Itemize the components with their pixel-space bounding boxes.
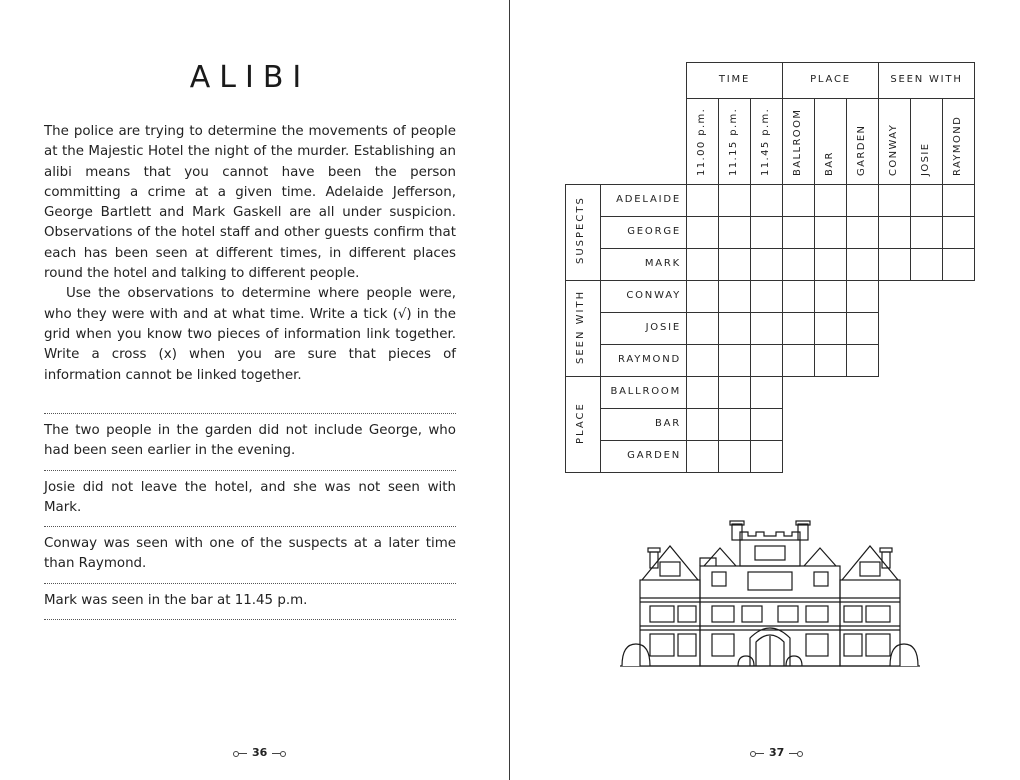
grid-cell[interactable] — [750, 440, 783, 473]
grid-cell[interactable] — [686, 216, 719, 249]
column-header-label: GARDEN — [856, 124, 867, 176]
grid-cell[interactable] — [814, 312, 847, 345]
row-header-label: JOSIE — [645, 322, 681, 333]
grid-cell[interactable] — [718, 344, 751, 377]
clue-item: The two people in the garden did not include George, who had been seen earlier in the evening. — [44, 413, 456, 470]
grid-cell[interactable] — [686, 344, 719, 377]
grid-cell[interactable] — [846, 216, 879, 249]
grid-cell[interactable] — [686, 248, 719, 281]
grid-cell[interactable] — [718, 408, 751, 441]
column-header-label: BALLROOM — [792, 108, 803, 176]
grid-cell[interactable] — [750, 344, 783, 377]
grid-cell[interactable] — [750, 312, 783, 345]
intro-text — [44, 122, 456, 386]
grid-cell[interactable] — [750, 376, 783, 409]
grid-cell[interactable] — [782, 184, 815, 217]
grid-cell[interactable] — [686, 184, 719, 217]
grid-cell[interactable] — [750, 248, 783, 281]
grid-cell[interactable] — [846, 312, 879, 345]
book-spine — [509, 0, 510, 780]
row-header-label: CONWAY — [626, 290, 681, 301]
clue-item: Josie did not leave the hotel, and she was not seen with Mark. — [44, 470, 456, 527]
page-number-text: 37 — [769, 746, 785, 759]
row-header-label: RAYMOND — [618, 354, 681, 365]
grid-cell[interactable] — [878, 184, 911, 217]
page-number-right — [747, 746, 806, 759]
column-header-label: CONWAY — [888, 123, 899, 176]
grid-cell[interactable] — [686, 376, 719, 409]
grid-cell[interactable] — [782, 280, 815, 313]
column-group-label: TIME — [718, 74, 751, 85]
grid-cell[interactable] — [814, 344, 847, 377]
row-header-label: ADELAIDE — [616, 194, 681, 205]
grid-cell[interactable] — [942, 248, 975, 281]
grid-cell[interactable] — [878, 216, 911, 249]
grid-cell[interactable] — [814, 280, 847, 313]
dash-ornament-icon — [272, 753, 284, 754]
clue-item: Conway was seen with one of the suspects at a later time than Raymond. — [44, 526, 456, 583]
dash-ornament-icon — [235, 753, 247, 754]
row-header-label: BALLROOM — [610, 386, 681, 397]
grid-cell[interactable] — [686, 440, 719, 473]
page-title: ALIBI — [189, 60, 311, 95]
column-group-label: SEEN WITH — [890, 74, 963, 85]
grid-cell[interactable] — [750, 184, 783, 217]
row-header-label: GARDEN — [627, 450, 681, 461]
row-group-label: SEEN WITH — [575, 289, 586, 364]
grid-cell[interactable] — [878, 248, 911, 281]
grid-cell[interactable] — [846, 184, 879, 217]
grid-cell[interactable] — [814, 184, 847, 217]
column-header-label: JOSIE — [920, 142, 931, 176]
dash-ornament-icon — [789, 753, 801, 754]
grid-cell[interactable] — [750, 280, 783, 313]
hotel-building-illustration-icon — [620, 518, 920, 678]
grid-cell[interactable] — [718, 248, 751, 281]
grid-cell[interactable] — [718, 280, 751, 313]
grid-cell[interactable] — [814, 216, 847, 249]
grid-cell[interactable] — [782, 216, 815, 249]
page-number-text: 36 — [252, 746, 268, 759]
clue-item: Mark was seen in the bar at 11.45 p.m. — [44, 583, 456, 620]
column-header-label: 11.15 p.m. — [728, 107, 739, 176]
grid-cell[interactable] — [910, 216, 943, 249]
grid-cell[interactable] — [718, 216, 751, 249]
column-header-label: 11.00 p.m. — [696, 107, 707, 176]
grid-cell[interactable] — [718, 184, 751, 217]
column-header-label: 11.45 p.m. — [760, 107, 771, 176]
row-header-label: GEORGE — [627, 226, 681, 237]
intro-paragraph-1: The police are trying to determine the movements of people at the Majestic Hotel the night of the murder. Establishing an alibi means that you cannot have been the person committing a crime at a given time. Adelaide Jefferson, George Bartlett and Mark Gaskell are all under suspicion. Observations of the hotel staff and other guests confirm that each has been seen at different times, in different places round the hotel and talking to different people. — [44, 124, 456, 282]
grid-cell[interactable] — [718, 376, 751, 409]
column-header-label: RAYMOND — [952, 115, 963, 176]
row-group-label: PLACE — [575, 402, 586, 444]
row-group-label: SUSPECTS — [575, 196, 586, 264]
grid-cell[interactable] — [942, 216, 975, 249]
grid-cell[interactable] — [846, 344, 879, 377]
grid-cell[interactable] — [910, 184, 943, 217]
grid-cell[interactable] — [782, 344, 815, 377]
grid-cell[interactable] — [686, 312, 719, 345]
grid-cell[interactable] — [846, 248, 879, 281]
left-page — [0, 0, 509, 780]
dash-ornament-icon — [752, 753, 764, 754]
grid-cell[interactable] — [782, 312, 815, 345]
grid-cell[interactable] — [750, 408, 783, 441]
column-header-label: BAR — [824, 151, 835, 176]
clue-list — [44, 413, 456, 620]
row-header-label: BAR — [654, 418, 681, 429]
grid-cell[interactable] — [782, 248, 815, 281]
grid-cell[interactable] — [750, 216, 783, 249]
grid-cell[interactable] — [718, 440, 751, 473]
grid-cell[interactable] — [718, 312, 751, 345]
row-header-label: MARK — [644, 258, 681, 269]
page-number-left — [230, 746, 289, 759]
grid-cell[interactable] — [910, 248, 943, 281]
grid-cell[interactable] — [686, 280, 719, 313]
grid-cell[interactable] — [686, 408, 719, 441]
grid-cell[interactable] — [814, 248, 847, 281]
intro-paragraph-2: Use the observations to determine where people were, who they were with and at what time. Write a tick (√) in the grid when you know two pieces of information link together. Write a cross (x) when you are sure that pieces of information cannot be linked together. — [44, 286, 456, 383]
column-group-label: PLACE — [810, 74, 851, 85]
grid-cell[interactable] — [846, 280, 879, 313]
grid-cell[interactable] — [942, 184, 975, 217]
